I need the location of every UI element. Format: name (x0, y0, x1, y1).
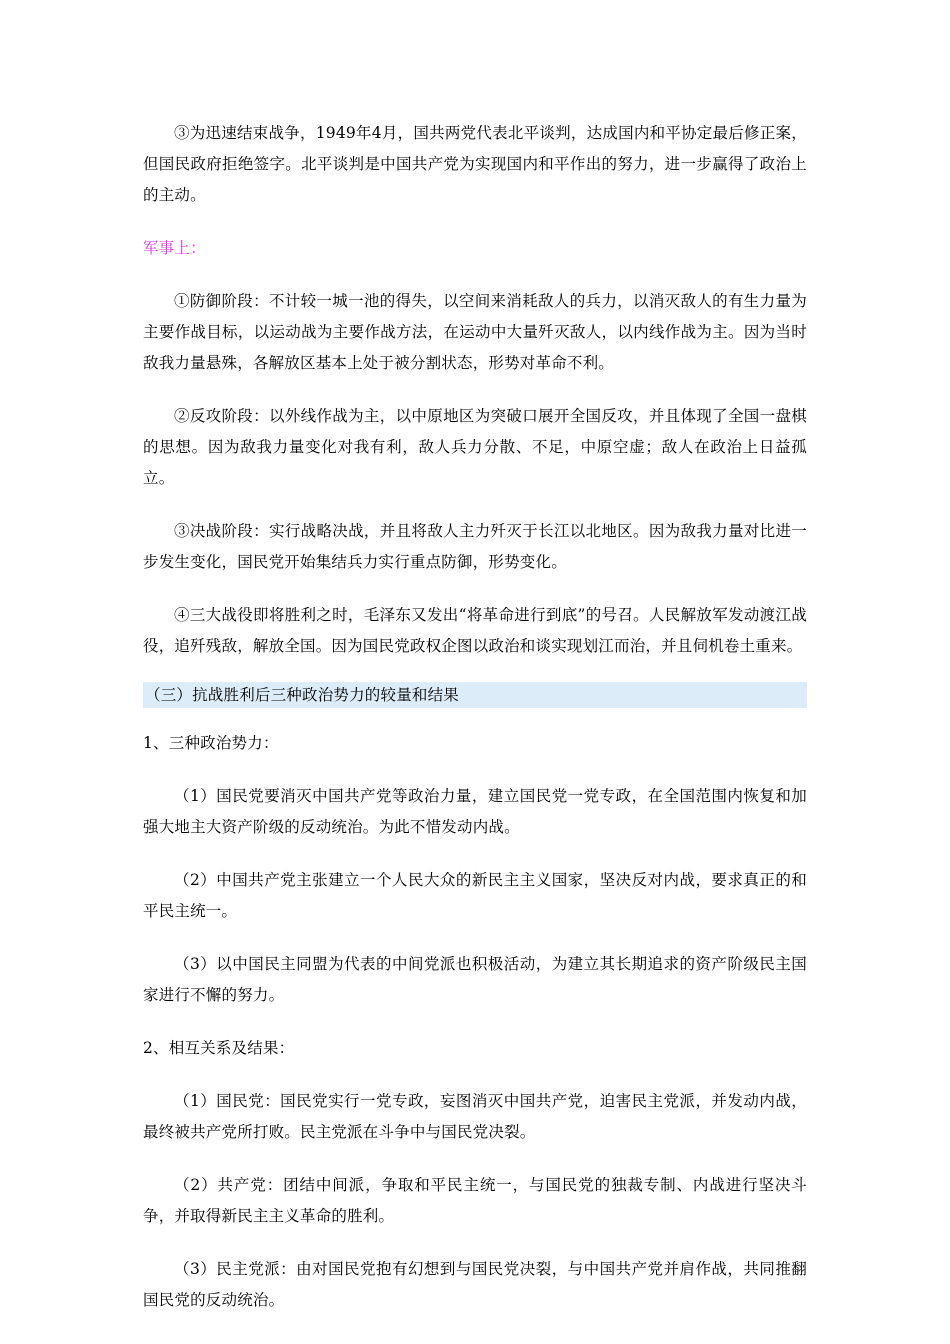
paragraph-counteroffensive-stage: ②反攻阶段：以外线作战为主，以中原地区为突破口展开全国反攻，并且体现了全国一盘棋的思想。因为敌我力量变化对我有利，敌人兵力分散、不足，中原空虚；敌人在政治上日益孤立。 (143, 407, 807, 487)
document-page (143, 118, 807, 1316)
section-title-bar: （三）抗战胜利后三种政治势力的较量和结果 (143, 682, 807, 708)
list-item-ccp: （2）中国共产党主张建立一个人民大众的新民主主义国家，坚决反对内战，要求真正的和平民主统一。 (143, 871, 807, 920)
list-item-relation-kmt: （1）国民党：国民党实行一党专政，妄图消灭中国共产党，迫害民主党派，并发动内战，最终被共产党所打败。民主党派在斗争中与国民党决裂。 (143, 1092, 807, 1141)
list-item-relation-ccp: （2）共产党：团结中间派，争取和平民主统一，与国民党的独裁专制、内战进行坚决斗争，并取得新民主主义革命的胜利。 (143, 1176, 807, 1225)
military-heading: 军事上： (143, 239, 206, 257)
list-item-democratic-league: （3）以中国民主同盟为代表的中间党派也积极活动，为建立其长期追求的资产阶级民主国家进行不懈的努力。 (143, 955, 807, 1004)
paragraph-decisive-stage: ③决战阶段：实行战略决战，并且将敌人主力歼灭于长江以北地区。因为敌我力量对比进一步发生变化，国民党开始集结兵力实行重点防御，形势变化。 (143, 522, 807, 571)
subsection-heading-forces: 1、三种政治势力： (143, 734, 279, 752)
paragraph-river-crossing: ④三大战役即将胜利之时，毛泽东又发出“将革命进行到底”的号召。人民解放军发动渡江战役，追歼残敌，解放全国。因为国民党政权企图以政治和谈实现划江而治，并且伺机卷土重来。 (143, 606, 807, 655)
list-item-kmt: （1）国民党要消灭中国共产党等政治力量，建立国民党一党专政，在全国范围内恢复和加强大地主大资产阶级的反动统治。为此不惜发动内战。 (143, 787, 807, 836)
paragraph-defense-stage: ①防御阶段：不计较一城一池的得失，以空间来消耗敌人的兵力，以消灭敌人的有生力量为主要作战目标，以运动战为主要作战方法，在运动中大量歼灭敌人，以内线作战为主。因为当时敌我力量悬殊，各解放区基本上处于被分割状态，形势对革命不利。 (143, 292, 807, 372)
list-item-relation-democratic-parties: （3）民主党派：由对国民党抱有幻想到与国民党决裂，与中国共产党并肩作战，共同推翻国民党的反动统治。 (143, 1260, 807, 1309)
paragraph-beiping-negotiation: ③为迅速结束战争，1949年4月，国共两党代表北平谈判，达成国内和平协定最后修正案，但国民政府拒绝签字。北平谈判是中国共产党为实现国内和平作出的努力，进一步赢得了政治上的主动。 (143, 124, 807, 204)
subsection-heading-relations: 2、相互关系及结果： (143, 1039, 295, 1057)
